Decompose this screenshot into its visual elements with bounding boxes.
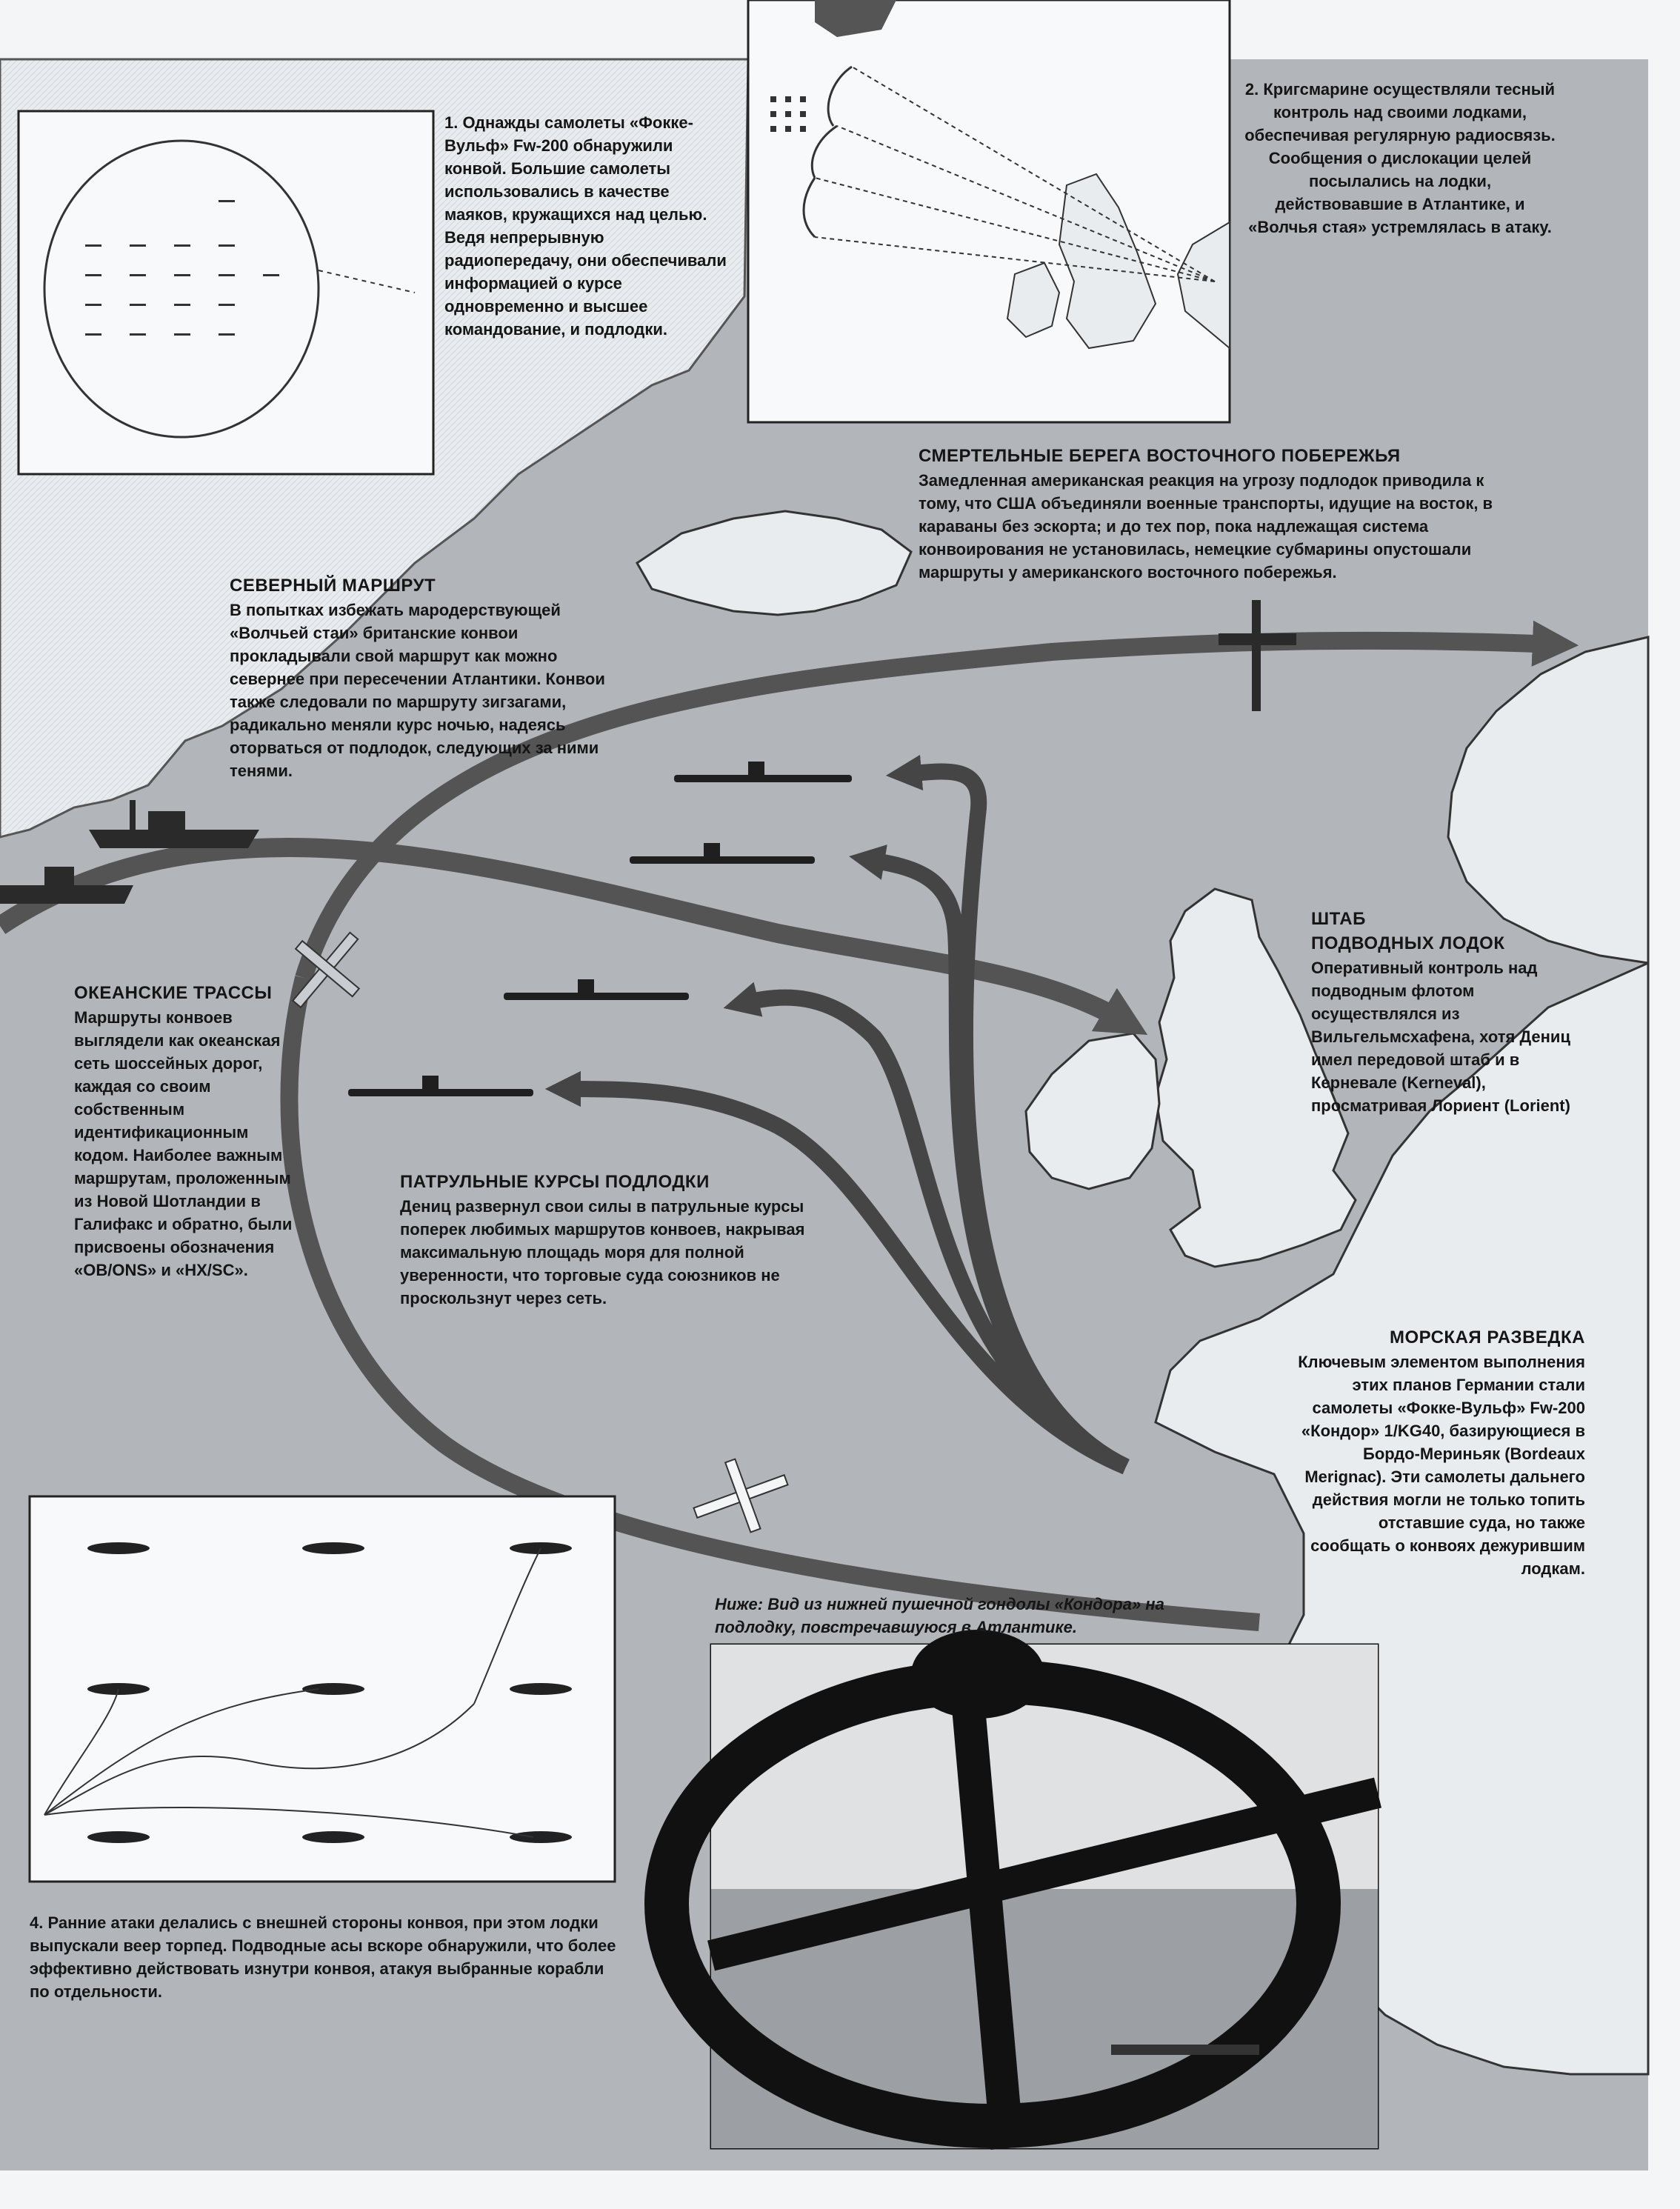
hq-text: Оперативный контроль над подводным флотом осуществлялся из Вильгельмсхафена, хотя Дениц имел передовой штаб и в Керневале (Kerneval), просматривая Лориент (Lorient) (1311, 959, 1570, 1115)
callout-attacks: 4. Ранние атаки делались с внешней стороны конвоя, при этом лодки выпускали веер торпед. Подводные асы вскоре обнаружили, что более эффективно действовать изнутри конвоя, атакуя выбранные корабли по отдельности. (30, 1913, 616, 2001)
section-patrol (400, 1170, 815, 1310)
condor-gun-view-photo (667, 1630, 1378, 2148)
section-ocean-lanes (74, 982, 296, 1282)
photo-caption: Ниже: Вид из нижней пушечной гондолы «Кондора» на подлодку, повстречавшуюся в Атлантике. (715, 1595, 1164, 1636)
east-coast-text: Замедленная американская реакция на угрозу подлодок приводила к тому, что США объединяли военные транспорты, идущие на восток, в караваны без эскорта; и до тех пор, пока надлежащая система конвоирования не установилась, немецкие субмарины опустошали маршруты у американского восточного побережья. (919, 471, 1493, 582)
ocean-lanes-title: ОКЕАНСКИЕ ТРАССЫ (74, 983, 273, 1003)
callout-kriegsmarine: 2. Кригсмарине осуществляли тесный контроль над своими лодками, обеспечивая регулярную радиосвязь. Сообщения о дислокации целей посылались на лодки, действовавшие в Атлантике, и «Волчья стая» устремлялась в атаку. (1244, 80, 1556, 236)
page-margin (1648, 0, 1680, 2209)
recon-title: МОРСКАЯ РАЗВЕДКА (1390, 1327, 1585, 1347)
hq-title-2: ПОДВОДНЫХ ЛОДОК (1311, 933, 1505, 953)
section-east-coast (919, 444, 1504, 584)
east-coast-title: СМЕРТЕЛЬНЫЕ БЕРЕГА ВОСТОЧНОГО ПОБЕРЕЖЬЯ (919, 446, 1401, 466)
recon-text: Ключевым элементом выполнения этих планов Германии стали самолеты «Фокке-Вульф» Fw-200 «Кондор» 1/KG40, базирующиеся в Бордо-Мериньяк (Bordeaux Merignac). Эти самолеты дальнего действия могли не только топить отставшие суда, но также сообщать о конвоях дежурившим лодкам. (1298, 1353, 1585, 1578)
northern-route-title: СЕВЕРНЫЙ МАРШРУТ (230, 576, 436, 596)
section-hq (1311, 907, 1570, 1117)
inset-circling-diagram (19, 111, 433, 474)
ocean-lanes-text: Маршруты конвоев выглядели как океанская сеть шоссейных дорог, каждая со своим собственным идентификационным кодом. Наиболее важным маршрутам, проложенным из Новой Шотландии в Галифакс и обратно, были присвоены обозначения «OB/ONS» и «HX/SC». (74, 1008, 293, 1279)
page-margin-bottom (0, 2170, 1680, 2209)
section-northern-route (230, 574, 615, 782)
patrol-text: Дениц развернул свои силы в патрульные курсы поперек любимых маршрутов конвоев, накрывая максимальную площадь моря для полной уверенности, что торговые суда союзников не проскользнут через сеть. (400, 1197, 805, 1307)
northern-route-text: В попытках избежать мародерствующей «Волчьей стаи» британские конвои прокладывали свой маршрут как можно севернее при пересечении Атлантики. Конвои также следовали по маршруту зигзагами, радикально меняли курс ночью, надеясь оторваться от подлодок, следующих за ними тенями. (230, 601, 605, 780)
inset-radio-map (748, 0, 1230, 422)
hq-title-1: ШТАБ (1311, 909, 1366, 929)
section-recon (1296, 1326, 1585, 1580)
patrol-title: ПАТРУЛЬНЫЕ КУРСЫ ПОДЛОДКИ (400, 1172, 710, 1192)
callout-fw200: 1. Однажды самолеты «Фокке-Вульф» Fw-200 обнаружили конвой. Большие самолеты использовались в качестве маяков, кружащихся над целью. Ведя непрерывную радиопередачу, они обеспечивали информацией о курсе одновременно и высшее командование, и подлодки. (444, 113, 727, 339)
inset-attack-diagram (30, 1496, 615, 1882)
